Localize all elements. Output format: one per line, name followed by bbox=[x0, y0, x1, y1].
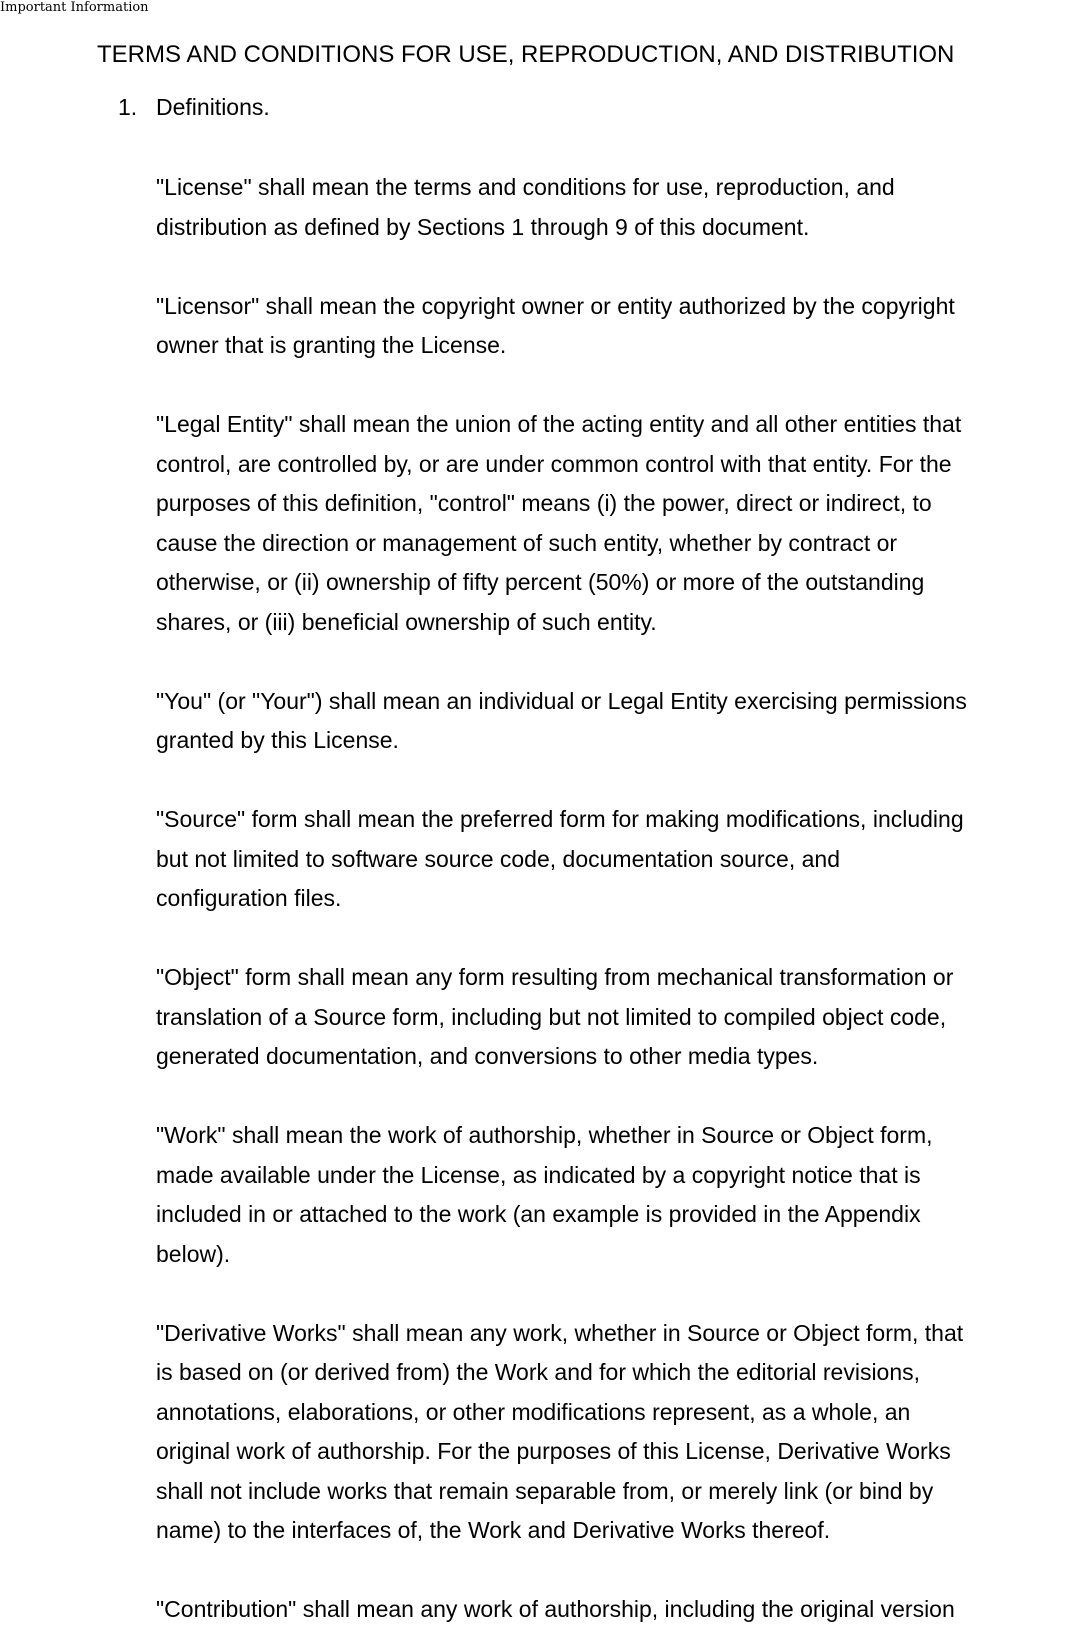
definition-line: made available under the License, as indicated by a copyright notice that is bbox=[156, 1161, 921, 1188]
definition-paragraph bbox=[156, 168, 1090, 247]
definition-paragraph bbox=[156, 1116, 1090, 1274]
definition-line: "Source" form shall mean the preferred form for making modifications, including bbox=[156, 806, 964, 832]
definition-line: shall not include works that remain separable from, or merely link (or bind by bbox=[156, 1477, 934, 1504]
definition-line: but not limited to software source code, documentation source, and bbox=[156, 845, 841, 872]
section-heading bbox=[118, 92, 270, 122]
definition-line: distribution as defined by Sections 1 through 9 of this document. bbox=[156, 213, 810, 240]
definition-line: generated documentation, and conversions to other media types. bbox=[156, 1043, 819, 1069]
definition-line: "You" (or "Your") shall mean an individual or Legal Entity exercising permissions bbox=[156, 687, 967, 714]
definition-line: annotations, elaborations, or other modifications represent, as a whole, an bbox=[156, 1398, 911, 1425]
definition-paragraph bbox=[156, 682, 1090, 761]
document-heading: TERMS AND CONDITIONS FOR USE, REPRODUCTION, AND DISTRIBUTION bbox=[97, 41, 955, 68]
definition-line: "Contribution" shall mean any work of authorship, including the original version bbox=[156, 1596, 955, 1622]
definition-line: original work of authorship. For the purposes of this License, Derivative Works bbox=[156, 1438, 951, 1464]
definitions-list bbox=[156, 168, 1090, 1626]
definition-line: "License" shall mean the terms and conditions for use, reproduction, and bbox=[156, 174, 895, 200]
definition-line: owner that is granting the License. bbox=[156, 332, 507, 358]
definition-paragraph bbox=[156, 1590, 1090, 1626]
definition-line: below). bbox=[156, 1240, 231, 1267]
definition-paragraph bbox=[156, 405, 1090, 642]
definition-line: shares, or (iii) beneficial ownership of such entity. bbox=[156, 608, 657, 635]
definition-paragraph bbox=[156, 958, 1090, 1077]
definition-line: configuration files. bbox=[156, 885, 342, 911]
definition-line: name) to the interfaces of, the Work and Derivative Works thereof. bbox=[156, 1517, 831, 1543]
definition-line: "Derivative Works" shall mean any work, whether in Source or Object form, that bbox=[156, 1319, 964, 1346]
definition-paragraph bbox=[156, 287, 1090, 366]
section-title: Definitions. bbox=[156, 94, 270, 120]
definition-line: is based on (or derived from) the Work and for which the editorial revisions, bbox=[156, 1359, 921, 1385]
definition-line: translation of a Source form, including but not limited to compiled object code, bbox=[156, 1003, 947, 1030]
definition-paragraph bbox=[156, 1314, 1090, 1551]
definition-line: "Licensor" shall mean the copyright owner or entity authorized by the copyright bbox=[156, 292, 955, 319]
definition-line: "Object" form shall mean any form resulting from mechanical transformation or bbox=[156, 964, 954, 990]
section-number: 1. bbox=[118, 94, 138, 120]
definition-paragraph bbox=[156, 800, 1090, 919]
definition-line: granted by this License. bbox=[156, 727, 399, 753]
definition-line: "Work" shall mean the work of authorship, whether in Source or Object form, bbox=[156, 1122, 933, 1148]
definition-line: control, are controlled by, or are under common control with that entity. For the bbox=[156, 450, 952, 477]
definition-line: cause the direction or management of such entity, whether by contract or bbox=[156, 529, 898, 556]
definition-line: "Legal Entity" shall mean the union of the acting entity and all other entities that bbox=[156, 411, 962, 437]
definition-line: purposes of this definition, "control" means (i) the power, direct or indirect, to bbox=[156, 490, 932, 516]
window-title: Important Information bbox=[0, 0, 149, 15]
definition-line: included in or attached to the work (an example is provided in the Appendix bbox=[156, 1201, 921, 1227]
definition-line: otherwise, or (ii) ownership of fifty percent (50%) or more of the outstanding bbox=[156, 569, 925, 595]
